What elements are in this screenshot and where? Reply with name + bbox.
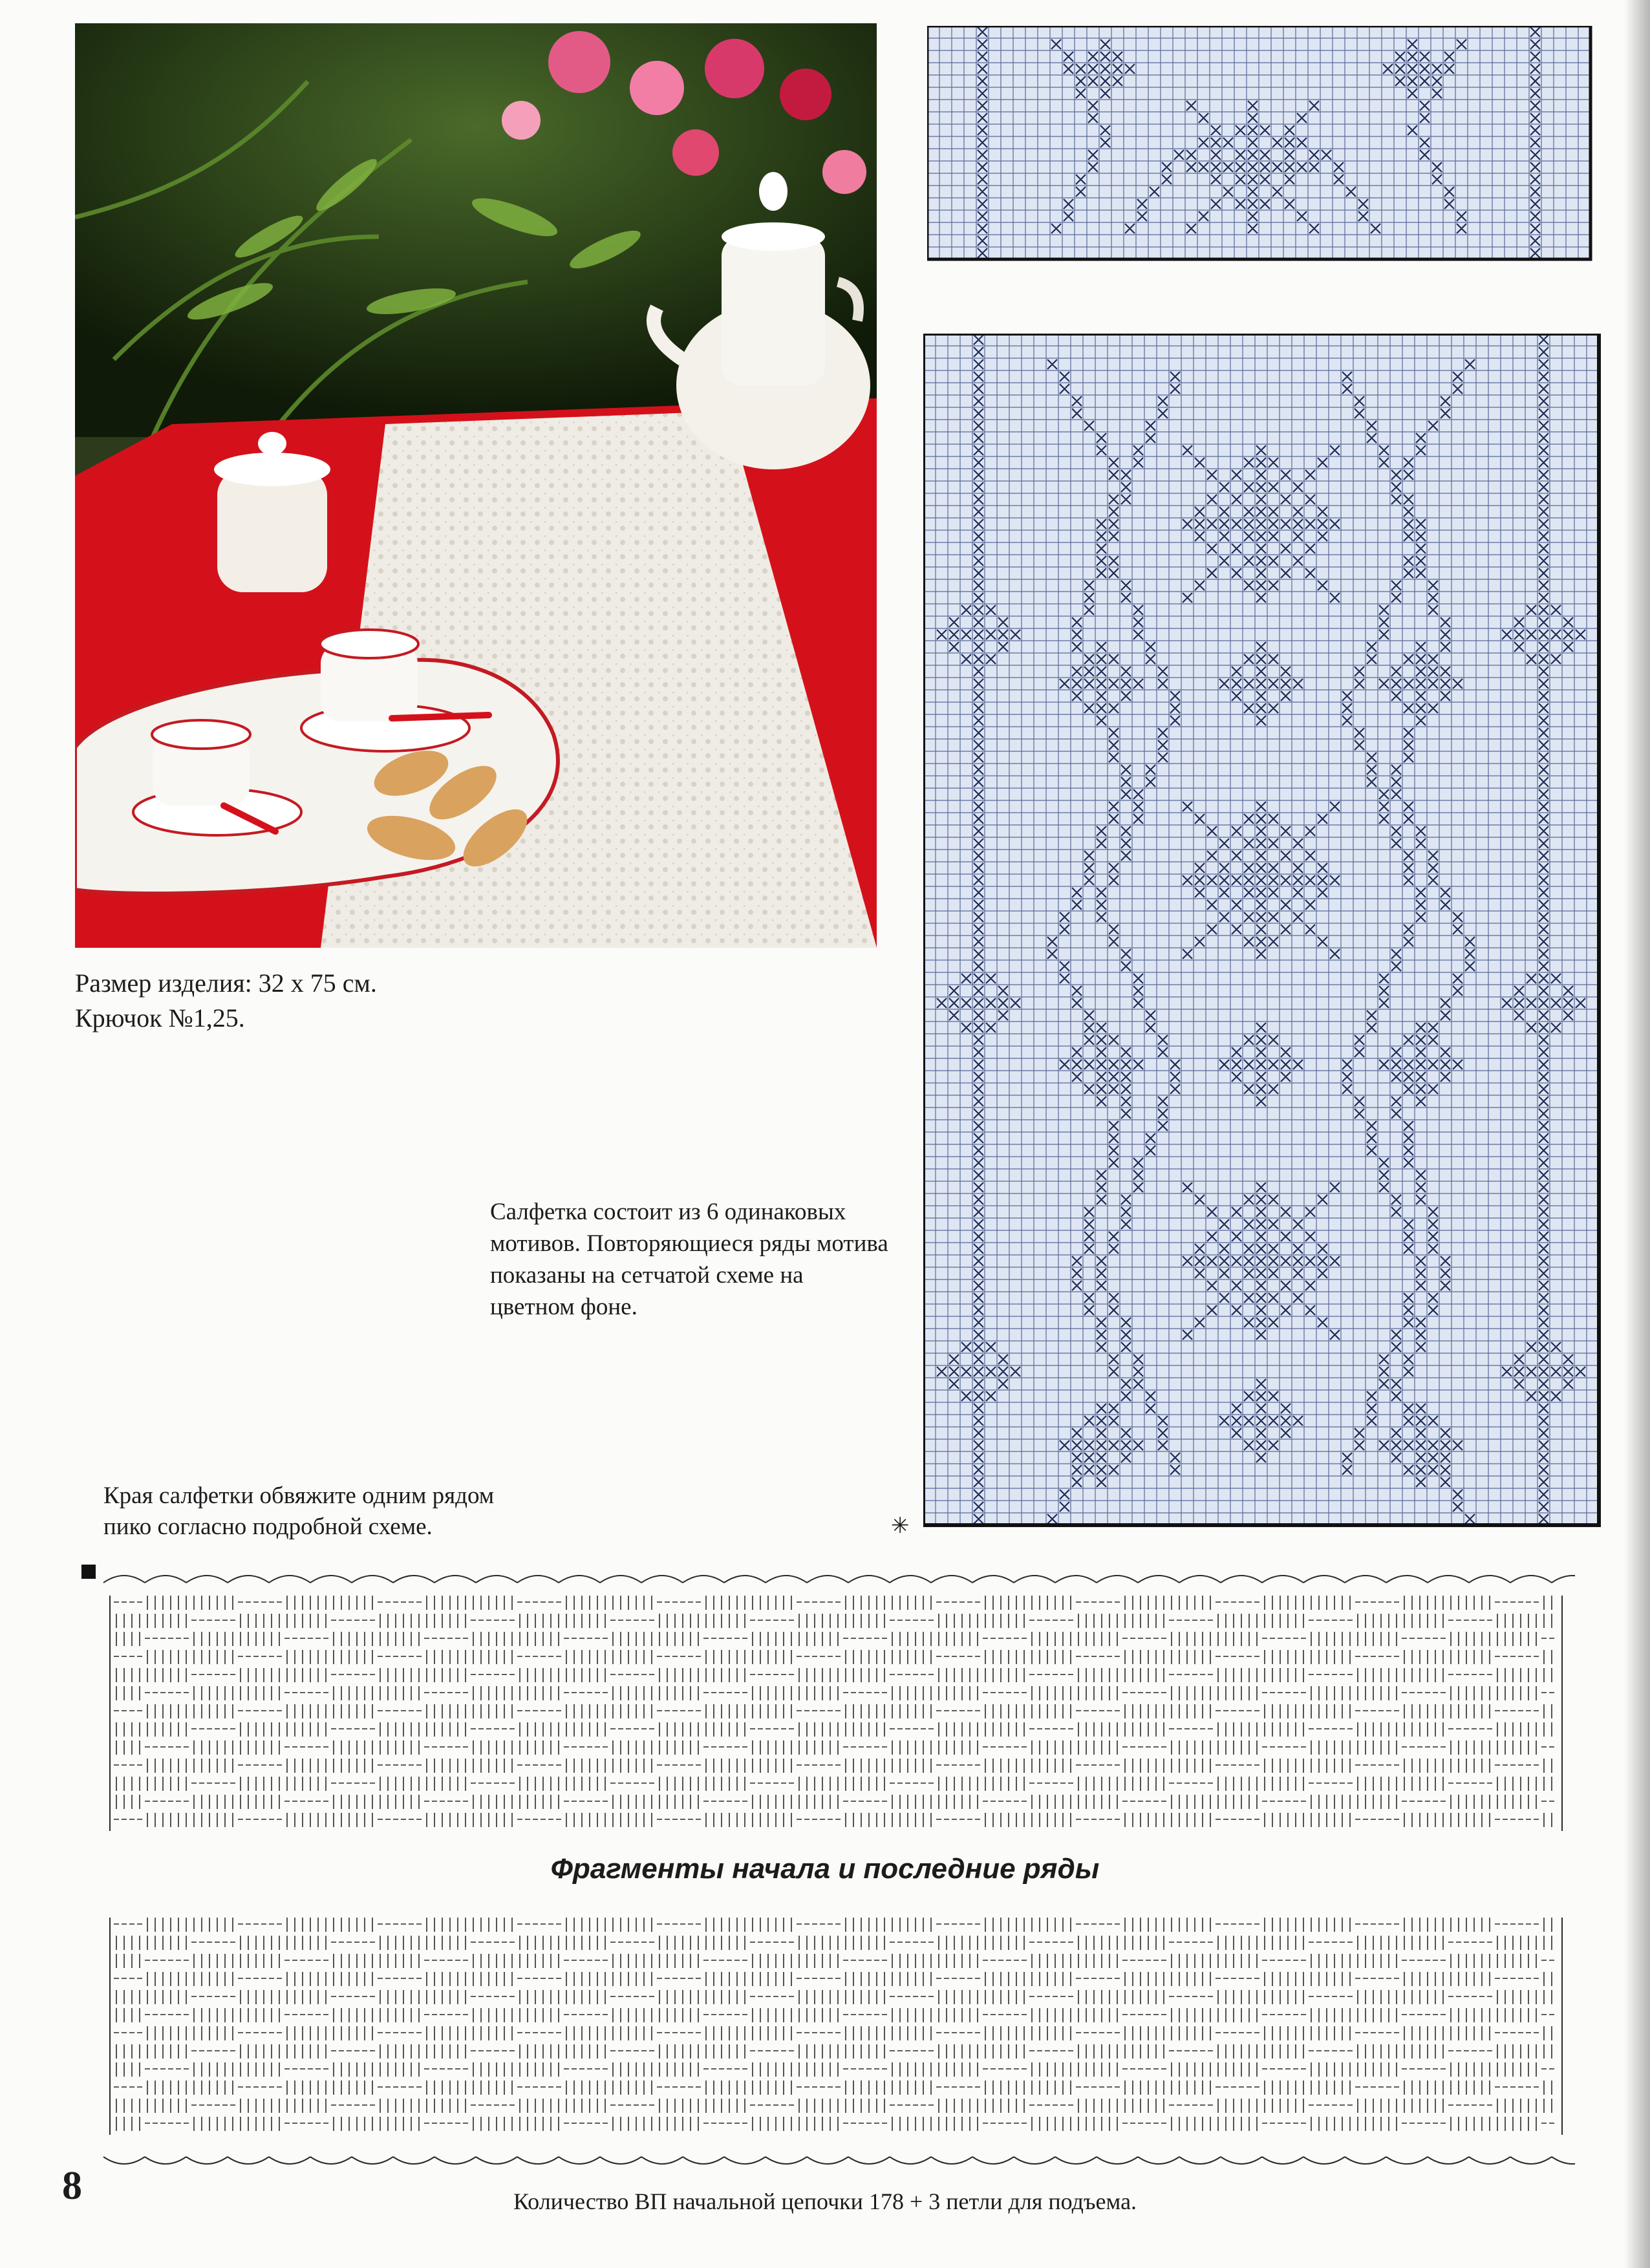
stitch-diagram-top-edge xyxy=(97,1570,1575,1854)
stitch-diagram-bottom-edge xyxy=(97,1892,1575,2170)
edge-note-text: Края салфетки обвяжите одним рядом пико согласно подробной схеме. xyxy=(103,1482,495,1540)
chain-count-note: Количество ВП начальной цепочки 178 + 3 петли для подъема. xyxy=(513,2188,1137,2214)
hook-text: Крючок №1,25. xyxy=(75,1003,245,1032)
table-runner-photo xyxy=(75,23,877,948)
filet-chart-top xyxy=(927,26,1601,266)
filet-chart-main xyxy=(923,334,1601,1528)
page-gutter-shadow xyxy=(1624,0,1650,2268)
start-square-icon xyxy=(81,1565,96,1579)
fragments-title: Фрагменты начала и последние ряды xyxy=(550,1853,1100,1885)
start-marker-icon: ✳ xyxy=(891,1513,910,1539)
description-text: Салфетка состоит из 6 одинаковых мотивов. Повторяющиеся ряды мотива показаны на сетчатой схеме на цветном фоне. xyxy=(490,1199,888,1320)
page-number: 8 xyxy=(62,2164,82,2208)
size-text: Размер изделия: 32 х 75 см. xyxy=(75,968,377,998)
product-specs xyxy=(75,966,377,1036)
